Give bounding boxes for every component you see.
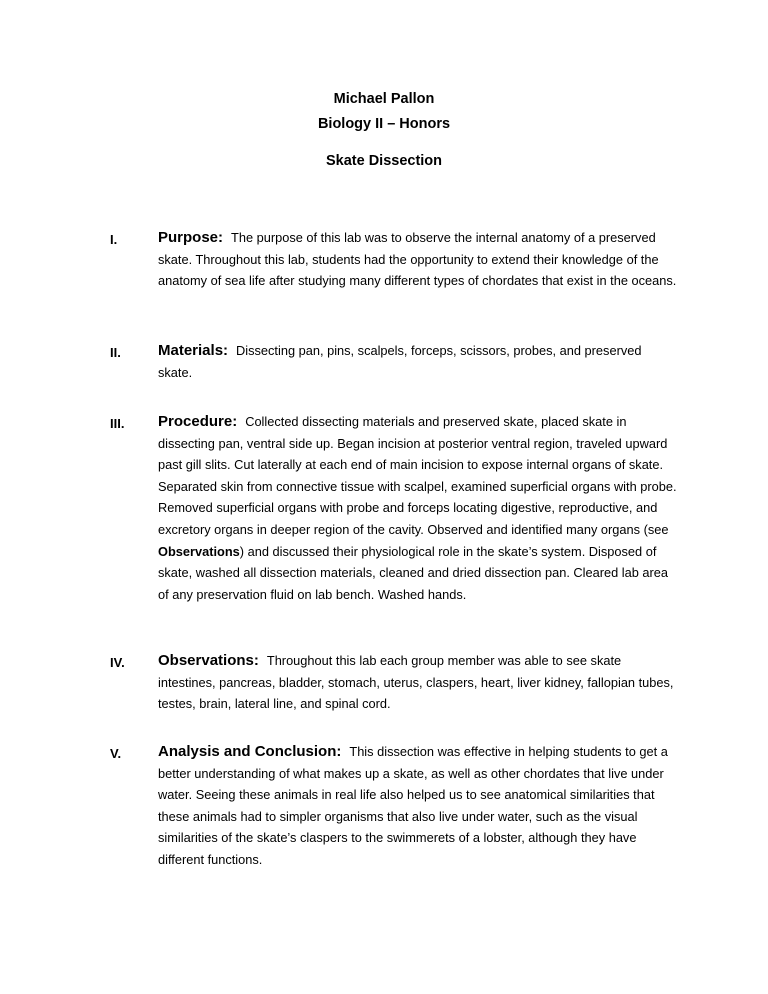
section-body [158,741,678,871]
section-body [158,340,678,383]
section-numeral: IV. [110,655,125,670]
section-text: Dissecting pan, pins, scalpels, forceps, scissors, probes, and preserved skate. [158,343,642,380]
section-numeral: V. [110,746,122,761]
course-name: Biology II – Honors [317,116,451,132]
section-heading: Observations: [158,652,259,669]
section-body [158,227,678,292]
section-heading: Purpose: [158,229,224,246]
section-text-continued: ) and discussed their physiological role in the skate’s system. Disposed of skate, washed all dissection materials, cleaned and dried dissection pan. Cleared lab area of any preservation fluid on lab bench. Washed hands. [158,543,669,602]
section-heading: Procedure: [158,413,238,430]
observations-reference: Observations [158,543,240,559]
section-text: The purpose of this lab was to observe the internal anatomy of a preserved skate. Throughout this lab, students had the opportunity to extend their knowledge of the anatomy of sea life after studying many different types of chordates that exist in the oceans. [158,230,677,289]
section-body [158,650,678,715]
section-heading: Materials: [158,342,229,359]
section-numeral: I. [110,232,118,247]
section-numeral: II. [110,345,121,360]
section-numeral: III. [110,416,125,431]
section-text: Throughout this lab each group member was able to see skate intestines, pancreas, bladder, stomach, uterus, claspers, heart, liver kidney, fallopian tubes, testes, brain, lateral line, and spinal cord. [158,653,674,712]
author-name: Michael Pallon [333,91,435,107]
document-title: Skate Dissection [325,153,443,169]
section-body [158,411,678,605]
section-text: Collected dissecting materials and preserved skate, placed skate in dissecting pan, ventral side up. Began incision at posterior ventral region, traveled upward past gill slits. Cut laterally at each end of main incision to expose internal organs of skate. Separated skin from connective tissue with scalpel, examined superficial organs with probe. Removed superficial organs with probe and forceps locating digestive, reproductive, and excretory organs in deeper region of the cavity. Observed and identified many organs (see [158,414,677,537]
section-heading: Analysis and Conclusion: [158,743,342,760]
section-text: This dissection was effective in helping students to get a better understanding of what makes up a skate, as well as other chordates that live under water. Seeing these animals in real life also helped us to see anatomical similarities that these animals had to simpler organisms that also live under water, such as the visual similarities of the skate’s claspers to the swimmerets of a lobster, although they have different functions. [158,744,668,867]
